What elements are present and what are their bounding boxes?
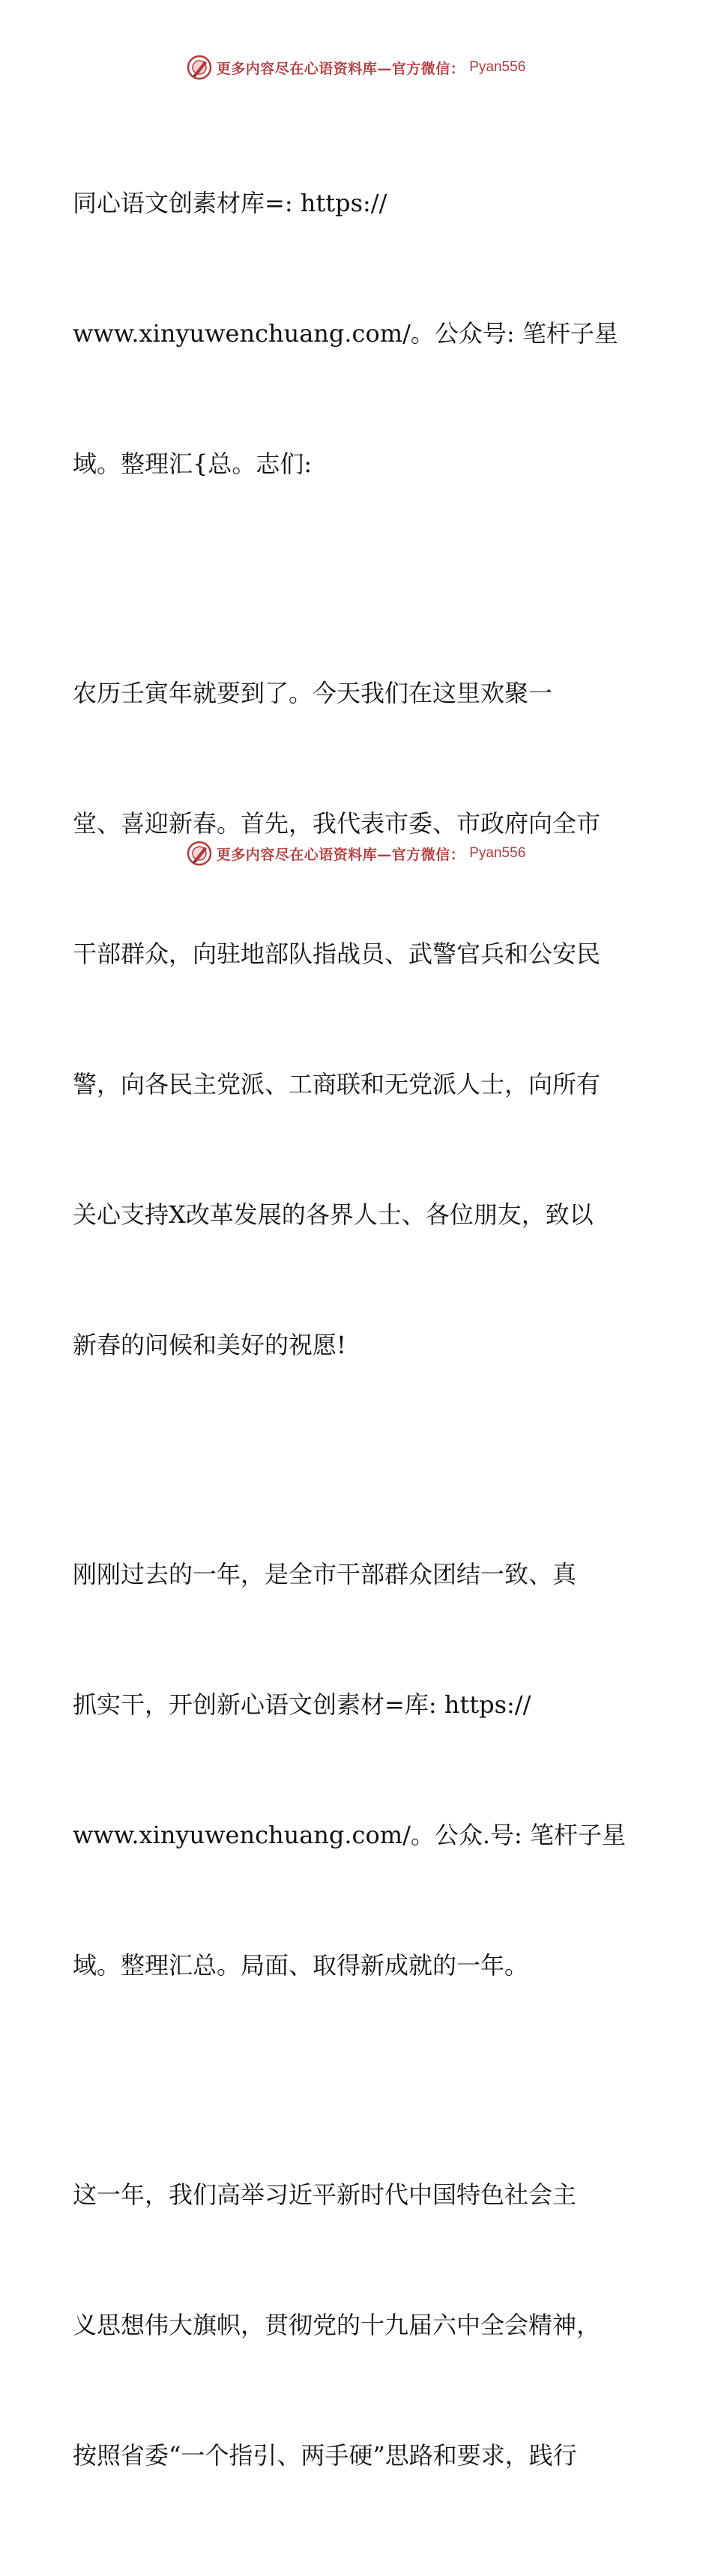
footer-watermark-text: 更多内容尽在心语资料库—官方微信： <box>216 846 465 863</box>
header-watermark-wechat-id: Pyan556 <box>469 59 526 75</box>
text-line: 堂、喜迎新春。首先，我代表市委、市政府向全市 <box>73 809 601 838</box>
text-line: 域。整理汇{总。志们: <box>73 450 313 478</box>
text-line: 域。整理汇总。局面、取得新成就的一年。 <box>73 1951 529 1980</box>
footer-watermark-wechat-id: Pyan556 <box>469 845 526 861</box>
text-line: 警，向各民主党派、工商联和无党派人士，向所有 <box>73 1070 601 1098</box>
paragraph-4 <box>73 2086 642 2564</box>
paragraph-3 <box>73 1466 642 2074</box>
brand-logo-icon <box>187 55 212 80</box>
text-line: 同心语文创素材库=: https:// <box>73 189 387 217</box>
header-watermark-text: 更多内容尽在心语资料库—官方微信： <box>216 60 465 77</box>
paragraph-2 <box>73 584 642 1454</box>
text-line: 刚刚过去的一年，是全市干部群众团结一致、真 <box>73 1560 577 1588</box>
footer-watermark-banner <box>0 838 712 868</box>
text-line: 农历壬寅年就要到了。今天我们在这里欢聚一 <box>73 679 553 707</box>
text-line: www.xinyuwenchuang.com/。公众.号: 笔杆子星 <box>73 1821 626 1849</box>
text-line: 干部群众，向驻地部队指战员、武警官兵和公安民 <box>73 940 601 968</box>
text-line: 新春的问候和美好的祝愿! <box>73 1331 346 1359</box>
text-line: 按照省委“一个指引、两手硬”思路和要求，践行 <box>73 2441 577 2470</box>
text-line: 这一年，我们高举习近平新时代中国特色社会主 <box>73 2180 577 2209</box>
paragraph-1 <box>73 94 642 572</box>
text-line: 义思想伟大旗帜，贯彻党的十九届六中全会精神， <box>73 2311 601 2339</box>
header-watermark-banner <box>0 52 712 82</box>
text-line: 抓实干，开创新心语文创素材=库: https:// <box>73 1690 531 1719</box>
document-body <box>73 94 642 2576</box>
text-line: www.xinyuwenchuang.com/。公众号: 笔杆子星 <box>73 319 618 348</box>
brand-logo-icon <box>187 841 212 866</box>
text-line: 关心支持X改革发展的各界人士、各位朋友，致以 <box>73 1200 594 1229</box>
